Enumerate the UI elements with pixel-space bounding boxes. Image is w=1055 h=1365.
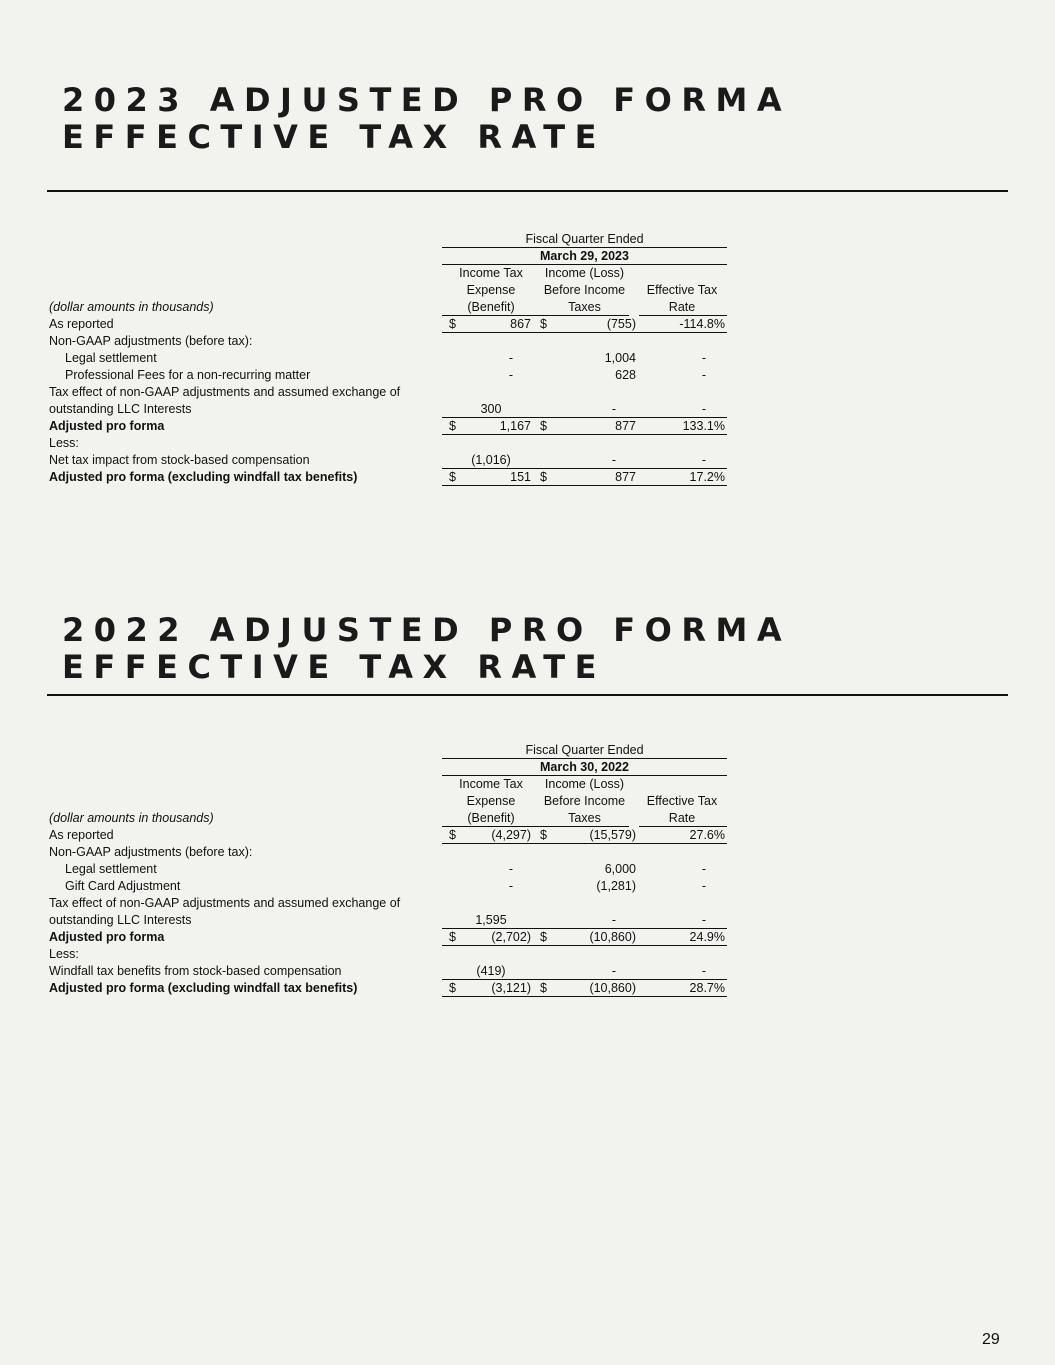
section-title-2023: 2023 ADJUSTED PRO FORMA EFFECTIVE TAX RATE — [62, 81, 792, 156]
row-nongaap-heading: Non-GAAP adjustments (before tax): — [49, 334, 253, 348]
column-header-row-2: Expense Before Income Effective Tax — [466, 794, 718, 808]
column-header-row-3: (dollar amounts in thousands) (Benefit) Taxes Rate — [49, 300, 696, 314]
tax-rate-table-2023 — [49, 231, 739, 486]
period-row: March 30, 2022 — [540, 760, 629, 774]
units-label: (dollar amounts in thousands) — [49, 300, 214, 314]
column-header-row-2: Expense Before Income Effective Tax — [466, 283, 718, 297]
row-less: Less: — [49, 436, 79, 450]
section-title-2022: 2022 ADJUSTED PRO FORMA EFFECTIVE TAX RATE — [62, 611, 792, 686]
row-adjustment-1: Legal settlement - 6,000 - — [65, 862, 707, 876]
row-adjustment-2: Professional Fees for a non-recurring matter - 628 - — [65, 368, 707, 382]
row-adjustment-2: Gift Card Adjustment - (1,281) - — [65, 879, 707, 893]
tax-rate-table-2022 — [49, 742, 739, 997]
row-as-reported: As reported $ 867 $ (755) -114.8% — [49, 317, 725, 331]
period-header-row: Fiscal Quarter Ended — [525, 743, 644, 757]
row-windfall: Net tax impact from stock-based compensation (1,016) - - — [49, 453, 707, 467]
row-windfall: Windfall tax benefits from stock-based compensation (419) - - — [49, 964, 707, 978]
row-adjusted-excluding-windfall: Adjusted pro forma (excluding windfall tax benefits) $ 151 $ 877 17.2% — [49, 470, 725, 484]
column-header-row-3: (dollar amounts in thousands) (Benefit) Taxes Rate — [49, 811, 696, 825]
row-adjustment-1: Legal settlement - 1,004 - — [65, 351, 707, 365]
row-nongaap-heading: Non-GAAP adjustments (before tax): — [49, 845, 253, 859]
row-less: Less: — [49, 947, 79, 961]
row-as-reported: As reported $ (4,297) $ (15,579) 27.6% — [49, 828, 725, 842]
row-tax-effect-line-1: Tax effect of non-GAAP adjustments and assumed exchange of — [49, 896, 401, 910]
row-tax-effect-line-2: outstanding LLC Interests 300 - - — [49, 402, 707, 416]
column-header-row-1: Income Tax Income (Loss) — [459, 777, 625, 791]
section-divider — [47, 190, 1008, 192]
row-adjusted-pro-forma: Adjusted pro forma $ (2,702) $ (10,860) 24.9% — [49, 930, 725, 944]
page-number: 29 — [982, 1331, 1000, 1348]
row-adjusted-pro-forma: Adjusted pro forma $ 1,167 $ 877 133.1% — [49, 419, 725, 433]
period-header-row: Fiscal Quarter Ended — [525, 232, 644, 246]
row-tax-effect-line-2: outstanding LLC Interests 1,595 - - — [49, 913, 707, 927]
column-header-row-1: Income Tax Income (Loss) — [459, 266, 625, 280]
row-adjusted-excluding-windfall: Adjusted pro forma (excluding windfall tax benefits) $ (3,121) $ (10,860) 28.7% — [49, 981, 725, 995]
section-divider — [47, 694, 1008, 696]
units-label: (dollar amounts in thousands) — [49, 811, 214, 825]
row-tax-effect-line-1: Tax effect of non-GAAP adjustments and assumed exchange of — [49, 385, 401, 399]
period-row: March 29, 2023 — [540, 249, 629, 263]
